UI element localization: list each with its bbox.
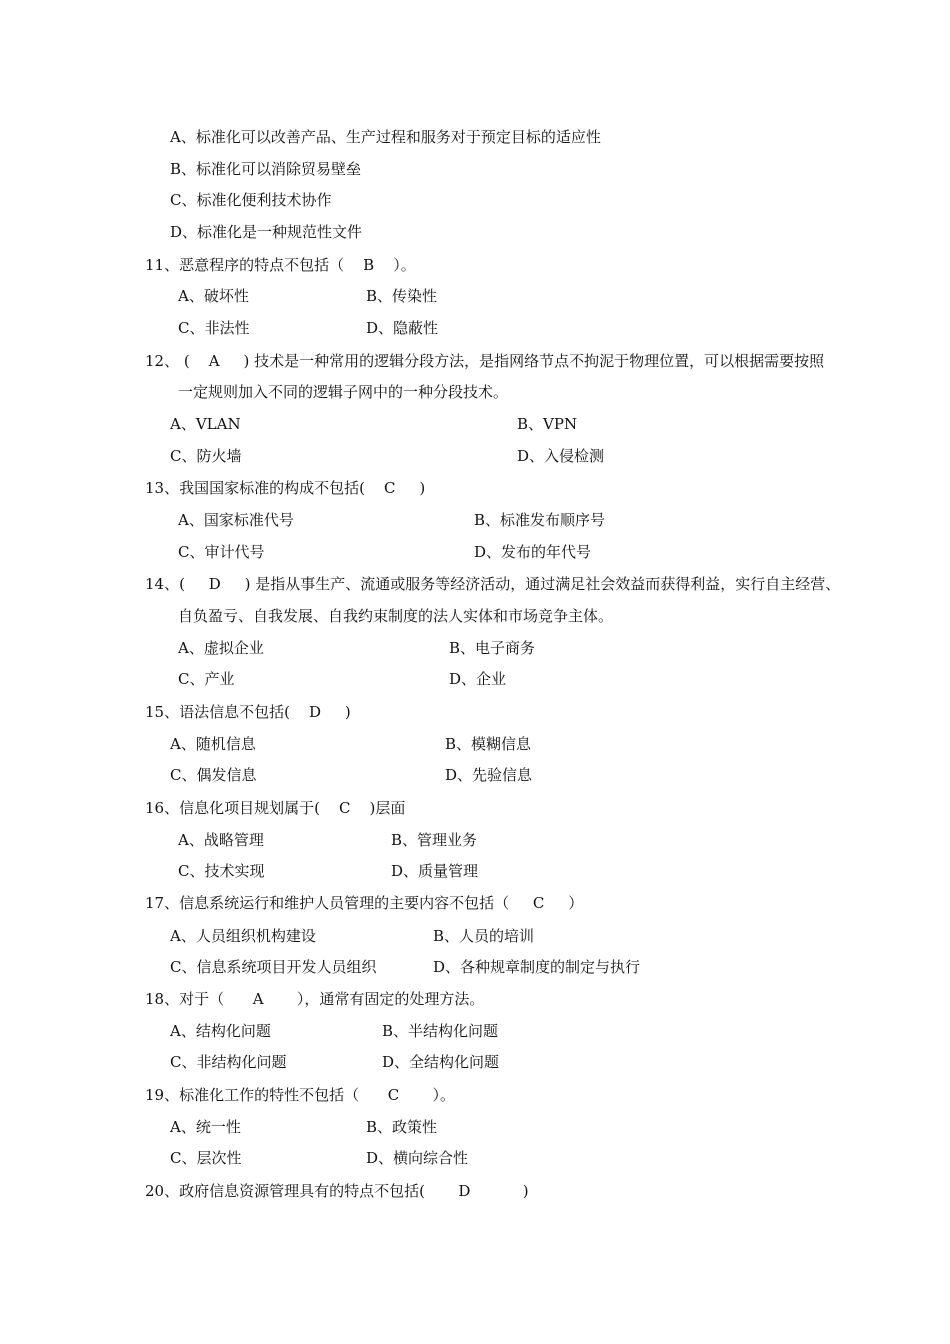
option-line: D、发布的年代号 xyxy=(474,543,592,561)
option-line: A、标准化可以改善产品、生产过程和服务对于预定目标的适应性 xyxy=(170,128,601,146)
question-11: 11、恶意程序的特点不包括（ B ）。 xyxy=(145,256,416,274)
option-line: A、结构化问题 xyxy=(170,1022,271,1040)
option-line: B、电子商务 xyxy=(449,639,536,657)
option-line: C、非法性 xyxy=(178,319,250,337)
option-line: B、VPN xyxy=(517,415,578,433)
option-line: C、技术实现 xyxy=(178,862,265,880)
option-line: B、人员的培训 xyxy=(433,927,535,945)
option-line: C、审计代号 xyxy=(178,543,265,561)
option-line: C、信息系统项目开发人员组织 xyxy=(170,958,377,976)
question-17: 17、信息系统运行和维护人员管理的主要内容不包括（ C ） xyxy=(145,894,584,912)
option-line: C、偶发信息 xyxy=(170,766,257,784)
option-line: C、防火墙 xyxy=(170,447,242,465)
question-12-continued: 一定规则加入不同的逻辑子网中的一种分段技术。 xyxy=(178,383,509,401)
question-20: 20、政府信息资源管理具有的特点不包括( D ) xyxy=(145,1182,529,1200)
question-16: 16、信息化项目规划属于( C )层面 xyxy=(145,799,406,817)
option-line: B、半结构化问题 xyxy=(382,1022,499,1040)
option-line: B、管理业务 xyxy=(391,831,478,849)
option-line: A、国家标准代号 xyxy=(178,511,294,529)
option-line: A、随机信息 xyxy=(170,735,256,753)
option-line: B、模糊信息 xyxy=(445,735,532,753)
option-line: D、标准化是一种规范性文件 xyxy=(170,223,363,241)
option-line: A、统一性 xyxy=(170,1118,241,1136)
option-line: C、产业 xyxy=(178,670,235,688)
question-14: 14、( D ) 是指从事生产、流通或服务等经济活动，通过满足社会效益而获得利益，实行自主经营、 xyxy=(145,575,841,593)
option-line: D、各种规章制度的制定与执行 xyxy=(433,958,641,976)
option-line: B、政策性 xyxy=(366,1118,438,1136)
option-line: B、标准发布顺序号 xyxy=(474,511,606,529)
option-line: D、横向综合性 xyxy=(366,1149,469,1167)
option-line: D、企业 xyxy=(449,670,507,688)
option-line: D、全结构化问题 xyxy=(382,1053,500,1071)
option-line: C、非结构化问题 xyxy=(170,1053,287,1071)
option-line: B、传染性 xyxy=(366,287,438,305)
question-13: 13、我国国家标准的构成不包括( C ) xyxy=(145,479,426,497)
question-19: 19、标准化工作的特性不包括（ C ）。 xyxy=(145,1086,456,1104)
option-line: B、标准化可以消除贸易壁垒 xyxy=(170,160,362,178)
option-line: A、虚拟企业 xyxy=(178,639,264,657)
option-line: C、层次性 xyxy=(170,1149,242,1167)
question-18: 18、对于（ A ），通常有固定的处理方法。 xyxy=(145,990,485,1008)
option-line: A、战略管理 xyxy=(178,831,264,849)
option-line: D、先验信息 xyxy=(445,766,533,784)
option-line: A、人员组织机构建设 xyxy=(170,927,316,945)
option-line: D、质量管理 xyxy=(391,862,479,880)
question-12: 12、 ( A ) 技术是一种常用的逻辑分段方法，是指网络节点不拘泥于物理位置，可以根据需要按照 xyxy=(145,352,825,370)
question-15: 15、语法信息不包括( D ) xyxy=(145,703,351,721)
option-line: D、隐蔽性 xyxy=(366,319,439,337)
option-line: A、VLAN xyxy=(170,415,241,433)
option-line: D、入侵检测 xyxy=(517,447,605,465)
option-line: A、破坏性 xyxy=(178,287,249,305)
option-line: C、标准化便利技术协作 xyxy=(170,191,332,209)
question-14-continued: 自负盈亏、自我发展、自我约束制度的法人实体和市场竞争主体。 xyxy=(178,607,614,625)
